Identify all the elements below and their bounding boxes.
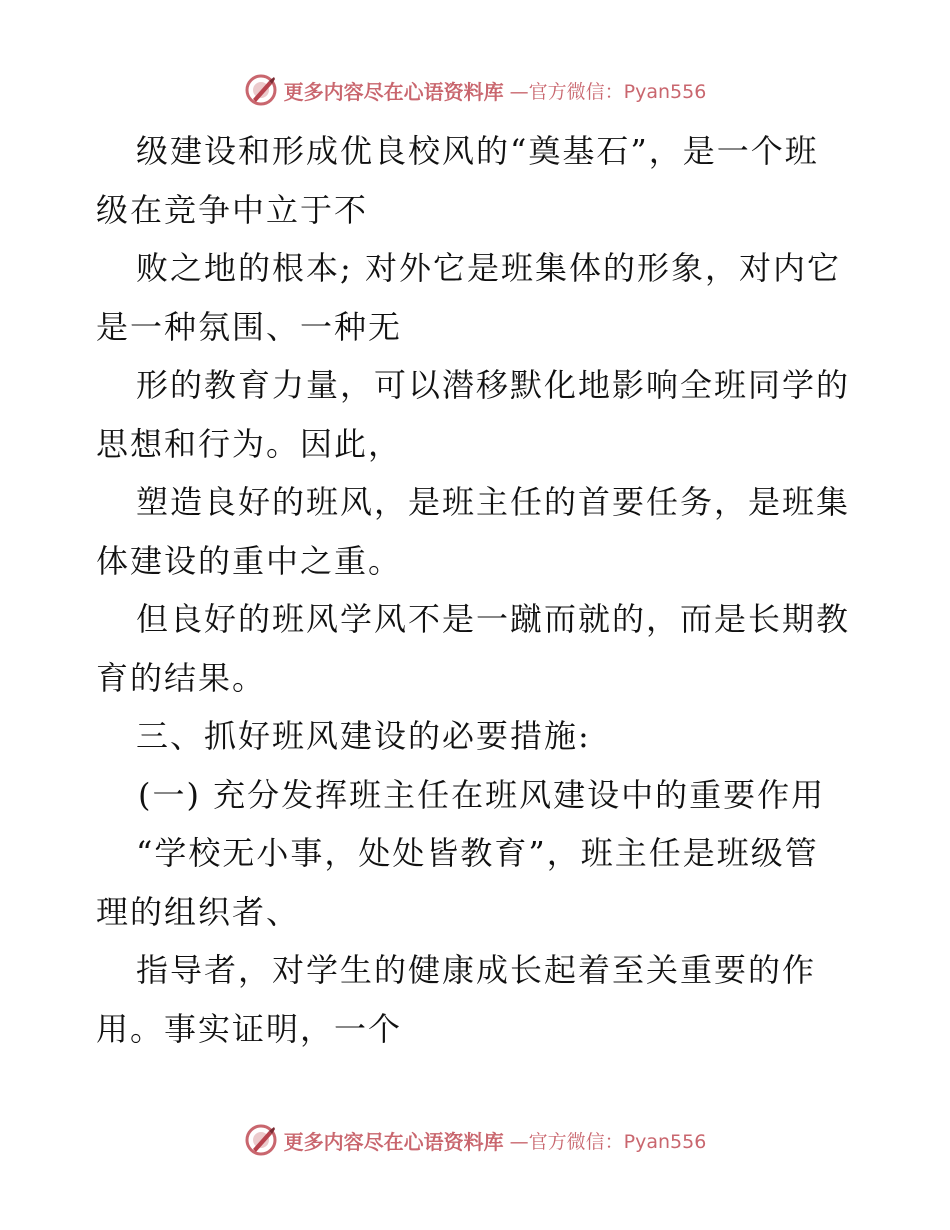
- text-line: 思想和行为。因此，: [96, 424, 403, 463]
- text-line: 级建设和形成优良校风的“奠基石”，是一个班: [136, 132, 819, 170]
- document-body: [96, 122, 856, 1058]
- text-line: “学校无小事，处处皆教育”，班主任是班级管: [136, 834, 819, 872]
- watermark-main-text: 更多内容尽在心语资料库: [283, 79, 504, 104]
- pen-logo-icon: [244, 73, 278, 107]
- text-line: 但良好的班风学风不是一蹴而就的，而是长期教: [136, 600, 851, 638]
- watermark-brand: [244, 1123, 707, 1157]
- pen-logo-icon: [244, 1123, 278, 1157]
- text-line: 是一种氛围、一种无: [96, 307, 403, 346]
- text-line: 形的教育力量，可以潜移默化地影响全班同学的: [136, 366, 851, 404]
- page-footer-watermark: [0, 1122, 950, 1158]
- text-line: 级在竞争中立于不: [96, 190, 369, 229]
- text-line: 理的组织者、: [96, 892, 301, 931]
- subsection-heading: (一) 充分发挥班主任在班风建设中的重要作用: [138, 775, 826, 814]
- watermark-main-text: 更多内容尽在心语资料库: [283, 1129, 504, 1154]
- text-line: 体建设的重中之重。: [96, 541, 403, 580]
- text-line: 用。事实证明，一个: [96, 1009, 403, 1048]
- watermark-sub-text: —官方微信：Pyan556: [509, 1130, 707, 1153]
- section-heading: 三、抓好班风建设的必要措施:: [136, 717, 591, 755]
- text-line: 败之地的根本; 对外它是班集体的形象，对内它: [136, 249, 841, 287]
- text-line: 指导者，对学生的健康成长起着至关重要的作: [136, 951, 817, 989]
- page-header-watermark: [0, 72, 950, 108]
- text-line: 育的结果。: [96, 658, 267, 697]
- watermark-brand: [244, 73, 707, 107]
- watermark-sub-text: —官方微信：Pyan556: [509, 80, 707, 103]
- text-line: 塑造良好的班风，是班主任的首要任务，是班集: [136, 483, 851, 521]
